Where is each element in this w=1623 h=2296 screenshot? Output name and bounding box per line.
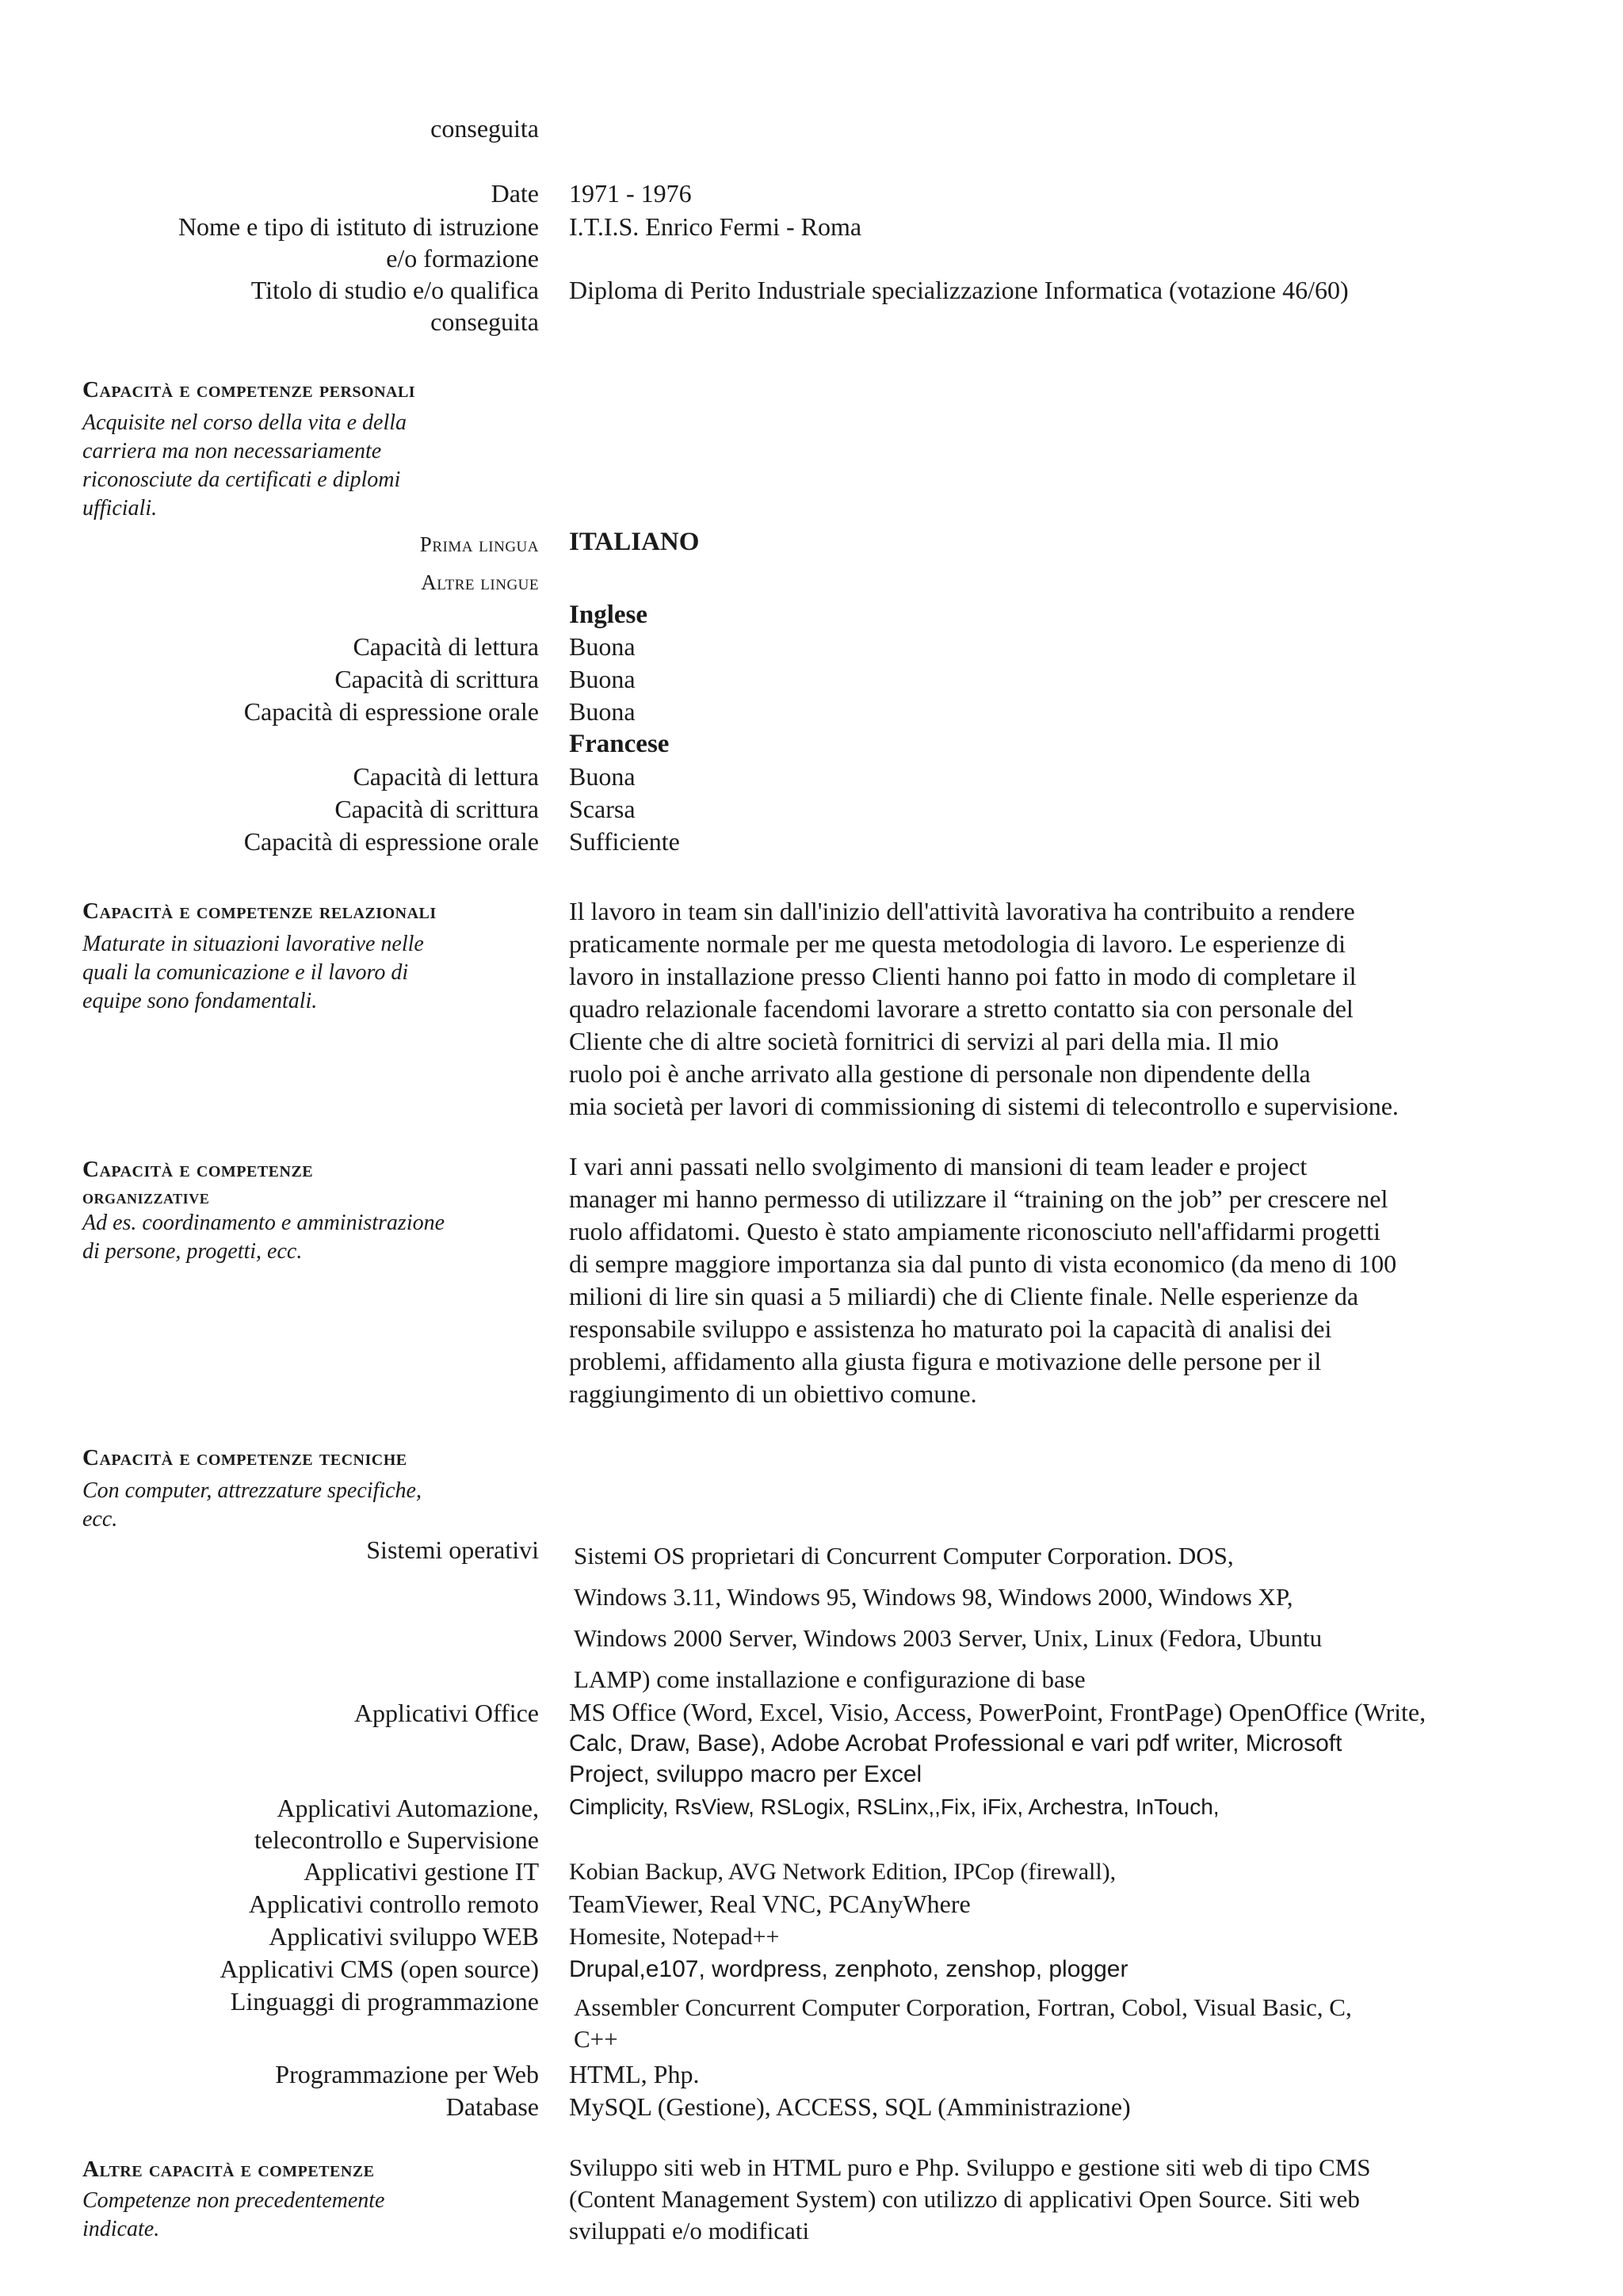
paragraph-line: manager mi hanno permesso di utilizzare il “training on the job” per crescere nel	[569, 1184, 1388, 1213]
organizational-skills-heading: Capacità e competenze	[82, 1157, 314, 1182]
personal-sub-line: ufficiali.	[82, 496, 158, 521]
other-languages-label: Altre lingue	[421, 570, 539, 594]
language-name-english: Inglese	[569, 601, 647, 629]
institution-label: Nome e tipo di istituto di istruzione	[178, 212, 539, 241]
personal-skills-heading: Capacità e competenze personali	[82, 377, 416, 402]
relational-sub-line: Maturate in situazioni lavorative nelle	[82, 932, 424, 956]
paragraph-line: milioni di lire sin quasi a 5 miliardi) che di Cliente finale. Nelle esperienze da	[569, 1282, 1359, 1310]
database-value: MySQL (Gestione), ACCESS, SQL (Amministrazione)	[569, 2092, 1131, 2121]
office-line: MS Office (Word, Excel, Visio, Access, PowerPoint, FrontPage) OpenOffice (Write,	[569, 1698, 1426, 1726]
other-skills-heading: Altre capacità e competenze	[82, 2157, 375, 2182]
relational-skills-text	[569, 895, 1599, 1123]
speaking-value: Sufficiente	[569, 827, 680, 856]
technical-sub-line: ecc.	[82, 1507, 118, 1531]
os-line: LAMP) come installazione e configurazione di base	[574, 1665, 1086, 1693]
language-line: Assembler Concurrent Computer Corporation, Fortran, Cobol, Visual Basic, C,	[574, 1993, 1352, 2021]
paragraph-line: responsabile sviluppo e assistenza ho maturato poi la capacità di analisi dei	[569, 1314, 1332, 1343]
paragraph-line: Cliente che di altre società fornitrici di servizi al pari della mia. Il mio	[569, 1027, 1279, 1055]
personal-sub-line: carriera ma non necessariamente	[82, 439, 382, 463]
cms-value: Drupal,e107, wordpress, zenphoto, zenshop, plogger	[569, 1956, 1128, 1982]
institution-value: I.T.I.S. Enrico Fermi - Roma	[569, 212, 862, 241]
paragraph-line: sviluppati e/o modificati	[569, 2217, 810, 2245]
remote-control-value: TeamViewer, Real VNC, PCAnyWhere	[569, 1890, 971, 1918]
other-sub-line: Competenze non precedentemente	[82, 2188, 385, 2213]
qualification-label: Titolo di studio e/o qualifica	[250, 276, 539, 304]
personal-sub-line: riconosciute da certificati e diplomi	[82, 467, 401, 492]
prev-qualification-label-tail: conseguita	[430, 114, 539, 143]
qualification-label-cont: conseguita	[430, 307, 539, 336]
os-label: Sistemi operativi	[366, 1535, 539, 1564]
organizational-sub-line: Ad es. coordinamento e amministrazione	[82, 1211, 445, 1235]
database-label: Database	[445, 2092, 539, 2121]
relational-skills-heading: Capacità e competenze relazionali	[82, 898, 437, 924]
office-line: Project, sviluppo macro per Excel	[569, 1761, 922, 1787]
reading-label: Capacità di lettura	[353, 762, 539, 791]
it-management-label: Applicativi gestione IT	[304, 1857, 539, 1886]
os-value	[574, 1535, 1604, 1700]
speaking-value: Buona	[569, 697, 636, 726]
paragraph-line: raggiungimento di un obiettivo comune.	[569, 1379, 977, 1408]
remote-control-label: Applicativi controllo remoto	[248, 1890, 539, 1918]
paragraph-line: Il lavoro in team sin dall'inizio dell'attività lavorativa ha contribuito a rendere	[569, 897, 1355, 925]
programming-languages-value	[574, 1992, 1604, 2055]
office-line: Calc, Draw, Base), Adobe Acrobat Professional e vari pdf writer, Microsoft	[569, 1730, 1342, 1756]
date-value: 1971 - 1976	[569, 179, 692, 208]
organizational-skills-text	[569, 1150, 1599, 1410]
os-line: Windows 2000 Server, Windows 2003 Server, Unix, Linux (Fedora, Ubuntu	[574, 1624, 1323, 1652]
other-sub-line: indicate.	[82, 2217, 160, 2241]
paragraph-line: lavoro in installazione presso Clienti hanno poi fatto in modo di completare il	[569, 962, 1357, 990]
date-label: Date	[491, 179, 539, 208]
web-dev-label: Applicativi sviluppo WEB	[269, 1922, 539, 1951]
os-line: Windows 3.11, Windows 95, Windows 98, Windows 2000, Windows XP,	[574, 1583, 1293, 1611]
language-name-french: Francese	[569, 730, 670, 758]
relational-sub-line: equipe sono fondamentali.	[82, 989, 318, 1013]
language-line: C++	[574, 2025, 618, 2053]
web-dev-value: Homesite, Notepad++	[569, 1924, 780, 1950]
os-line: Sistemi OS proprietari di Concurrent Computer Corporation. DOS,	[574, 1542, 1234, 1569]
paragraph-line: mia società per lavori di commissioning di sistemi di telecontrollo e supervisione.	[569, 1092, 1399, 1120]
speaking-label: Capacità di espressione orale	[243, 697, 539, 726]
paragraph-line: ruolo affidatomi. Questo è stato ampiamente riconosciuto nell'affidarmi progetti	[569, 1217, 1381, 1245]
automation-value: Cimplicity, RsView, RSLogix, RSLinx,,Fix, iFix, Archestra, InTouch,	[569, 1794, 1220, 1819]
relational-skills-description	[82, 930, 550, 1016]
organizational-sub-line: di persone, progetti, ecc.	[82, 1239, 303, 1264]
paragraph-line: I vari anni passati nello svolgimento di mansioni di team leader e project	[569, 1152, 1308, 1180]
cms-label: Applicativi CMS (open source)	[220, 1955, 539, 1983]
reading-label: Capacità di lettura	[353, 632, 539, 661]
technical-skills-description	[82, 1477, 550, 1534]
paragraph-line: problemi, affidamento alla giusta figura e motivazione delle persone per il	[569, 1347, 1322, 1375]
writing-value: Buona	[569, 665, 636, 693]
paragraph-line: quadro relazionale facendomi lavorare a stretto contatto sia con personale del	[569, 994, 1354, 1023]
technical-skills-heading: Capacità e competenze tecniche	[82, 1445, 407, 1470]
personal-sub-line: Acquisite nel corso della vita e della	[82, 410, 407, 435]
paragraph-line: di sempre maggiore importanza sia dal punto di vista economico (da meno di 100	[569, 1249, 1397, 1278]
web-programming-label: Programmazione per Web	[275, 2060, 539, 2088]
paragraph-line: (Content Management System) con utilizzo di applicativi Open Source. Siti web	[569, 2185, 1360, 2213]
office-value	[569, 1697, 1599, 1790]
paragraph-line: Sviluppo siti web in HTML puro e Php. Sviluppo e gestione siti web di tipo CMS	[569, 2153, 1371, 2181]
organizational-skills-heading-cont: organizzative	[82, 1185, 210, 1208]
first-language-value: ITALIANO	[569, 528, 700, 556]
other-skills-text	[569, 2152, 1599, 2247]
automation-label: Applicativi Automazione,	[277, 1794, 539, 1822]
personal-skills-description	[82, 409, 550, 523]
paragraph-line: praticamente normale per me questa metodologia di lavoro. Le esperienze di	[569, 929, 1346, 958]
it-management-value: Kobian Backup, AVG Network Edition, IPCop (firewall),	[569, 1859, 1117, 1885]
relational-sub-line: quali la comunicazione e il lavoro di	[82, 960, 409, 985]
qualification-value: Diploma di Perito Industriale specializzazione Informatica (votazione 46/60)	[569, 276, 1349, 304]
organizational-skills-description	[82, 1209, 550, 1266]
web-programming-value: HTML, Php.	[569, 2060, 700, 2088]
office-label: Applicativi Office	[353, 1699, 539, 1727]
institution-label-cont: e/o formazione	[386, 244, 539, 273]
writing-label: Capacità di scrittura	[334, 795, 539, 823]
writing-value: Scarsa	[569, 795, 636, 823]
automation-label-cont: telecontrollo e Supervisione	[254, 1825, 539, 1854]
speaking-label: Capacità di espressione orale	[243, 827, 539, 856]
other-skills-description	[82, 2187, 550, 2244]
technical-sub-line: Con computer, attrezzature specifiche,	[82, 1478, 422, 1503]
paragraph-line: ruolo poi è anche arrivato alla gestione di personale non dipendente della	[569, 1059, 1311, 1088]
programming-languages-label: Linguaggi di programmazione	[230, 1987, 539, 2016]
reading-value: Buona	[569, 632, 636, 661]
writing-label: Capacità di scrittura	[334, 665, 539, 693]
first-language-label: Prima lingua	[419, 532, 539, 556]
reading-value: Buona	[569, 762, 636, 791]
